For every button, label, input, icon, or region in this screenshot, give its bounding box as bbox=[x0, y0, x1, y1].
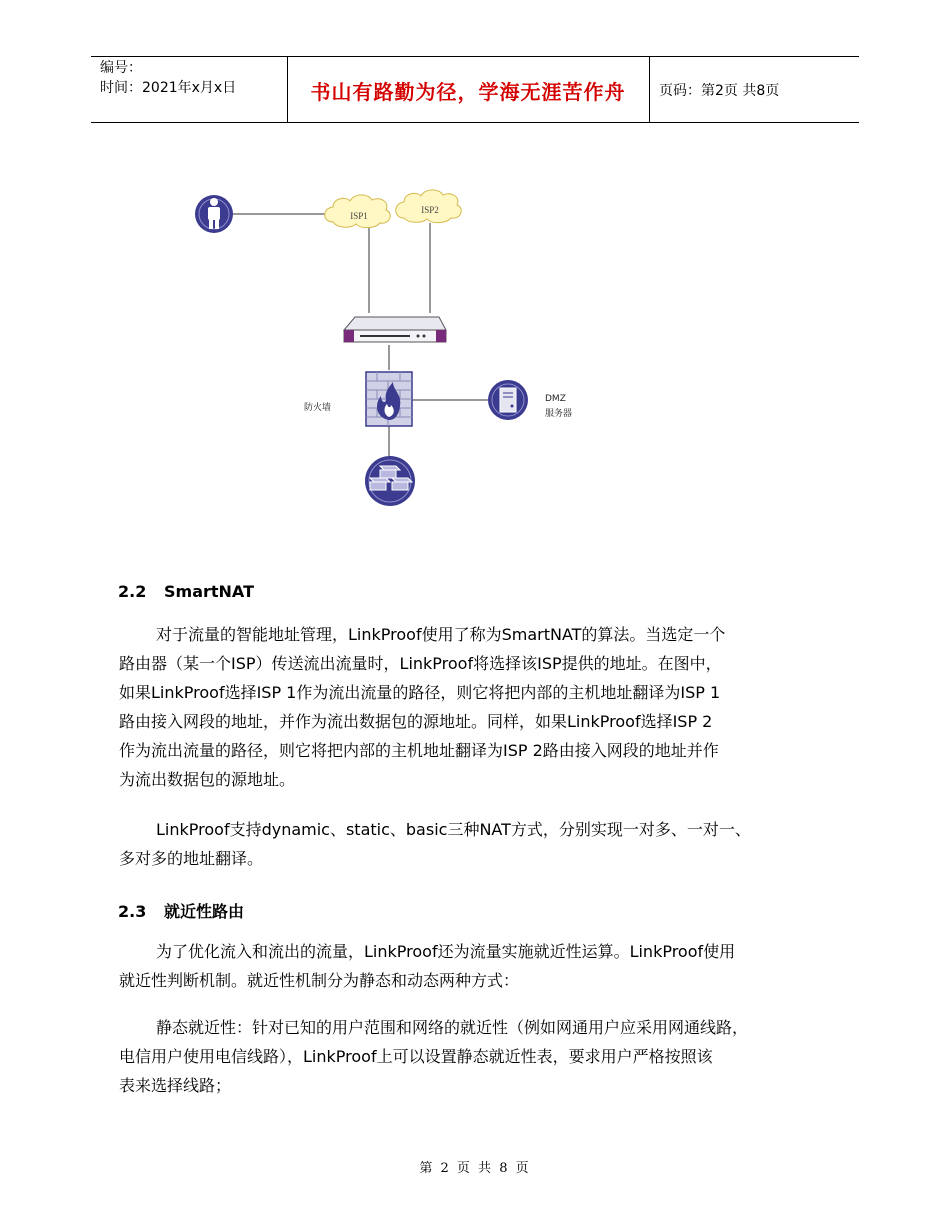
section-heading-2-3 bbox=[118, 899, 244, 922]
section-title: SmartNAT bbox=[164, 582, 254, 601]
router-appliance-icon bbox=[344, 317, 446, 342]
text-line: 表来选择线路； bbox=[119, 1076, 232, 1095]
paragraph-proximity bbox=[119, 937, 831, 995]
text-line: 电信用户使用电信线路），LinkProof上可以设置静态就近性表，要求用户严格按照该 bbox=[119, 1047, 713, 1066]
section-number: 2.2 bbox=[118, 582, 147, 601]
dmz-label: DMZ bbox=[545, 394, 566, 404]
dmz-server-icon bbox=[488, 380, 528, 420]
text-line: 对于流量的智能地址管理，LinkProof使用了称为SmartNAT的算法。当选定一个 bbox=[156, 625, 726, 644]
isp2-cloud-icon bbox=[396, 190, 462, 223]
text-line: 为流出数据包的源地址。 bbox=[119, 770, 296, 789]
firewall-label: 防火墙 bbox=[304, 403, 332, 413]
network-diagram bbox=[0, 0, 950, 560]
isp1-label: ISP1 bbox=[350, 211, 368, 221]
paragraph-nat-modes bbox=[119, 815, 831, 873]
isp1-cloud-icon bbox=[325, 195, 391, 228]
header-page-code: 页码：第2页 共8页 bbox=[659, 83, 780, 99]
firewall-icon bbox=[366, 372, 412, 426]
time-label: 时间：2021年x月x日 bbox=[100, 80, 237, 96]
section-heading-2-2 bbox=[118, 582, 254, 601]
header-motto: 书山有路勤为径，学海无涯苦作舟 bbox=[310, 80, 626, 104]
text-line: 如果LinkProof选择ISP 1作为流出流量的路径，则它将把内部的主机地址翻译为ISP 1 bbox=[119, 683, 721, 702]
text-line: 为了优化流入和流出的流量，LinkProof还为流量实施就近性运算。LinkProof使用 bbox=[156, 942, 736, 961]
text-line: 静态就近性：针对已知的用户范围和网络的就近性（例如网通用户应采用网通线路， bbox=[156, 1018, 749, 1037]
text-line: 多对多的地址翻译。 bbox=[119, 849, 264, 868]
section-title: 就近性路由 bbox=[164, 902, 245, 921]
page-footer: 第 2 页 共 8 页 bbox=[419, 1161, 531, 1176]
text-line: 路由器（某一个ISP）传送流出流量时，LinkProof将选择该ISP提供的地址。在图中， bbox=[119, 654, 722, 673]
text-line: 路由接入网段的地址，并作为流出数据包的源地址。同样，如果LinkProof选择ISP 2 bbox=[119, 712, 713, 731]
server-label: 服务器 bbox=[545, 409, 573, 419]
paragraph-static-proximity bbox=[119, 1013, 831, 1100]
text-line: LinkProof支持dynamic、static、basic三种NAT方式，分别实现一对多、一对一、 bbox=[156, 820, 751, 839]
text-line: 作为流出流量的路径，则它将把内部的主机地址翻译为ISP 2路由接入网段的地址并作 bbox=[119, 741, 719, 760]
serial-label: 编号： bbox=[100, 60, 142, 76]
isp2-label: ISP2 bbox=[421, 205, 439, 215]
paragraph-smartnat bbox=[119, 620, 831, 794]
lan-switch-icon bbox=[365, 456, 415, 506]
user-icon bbox=[195, 195, 233, 233]
section-number: 2.3 bbox=[118, 902, 147, 921]
text-line: 就近性判断机制。就近性机制分为静态和动态两种方式： bbox=[119, 971, 520, 990]
